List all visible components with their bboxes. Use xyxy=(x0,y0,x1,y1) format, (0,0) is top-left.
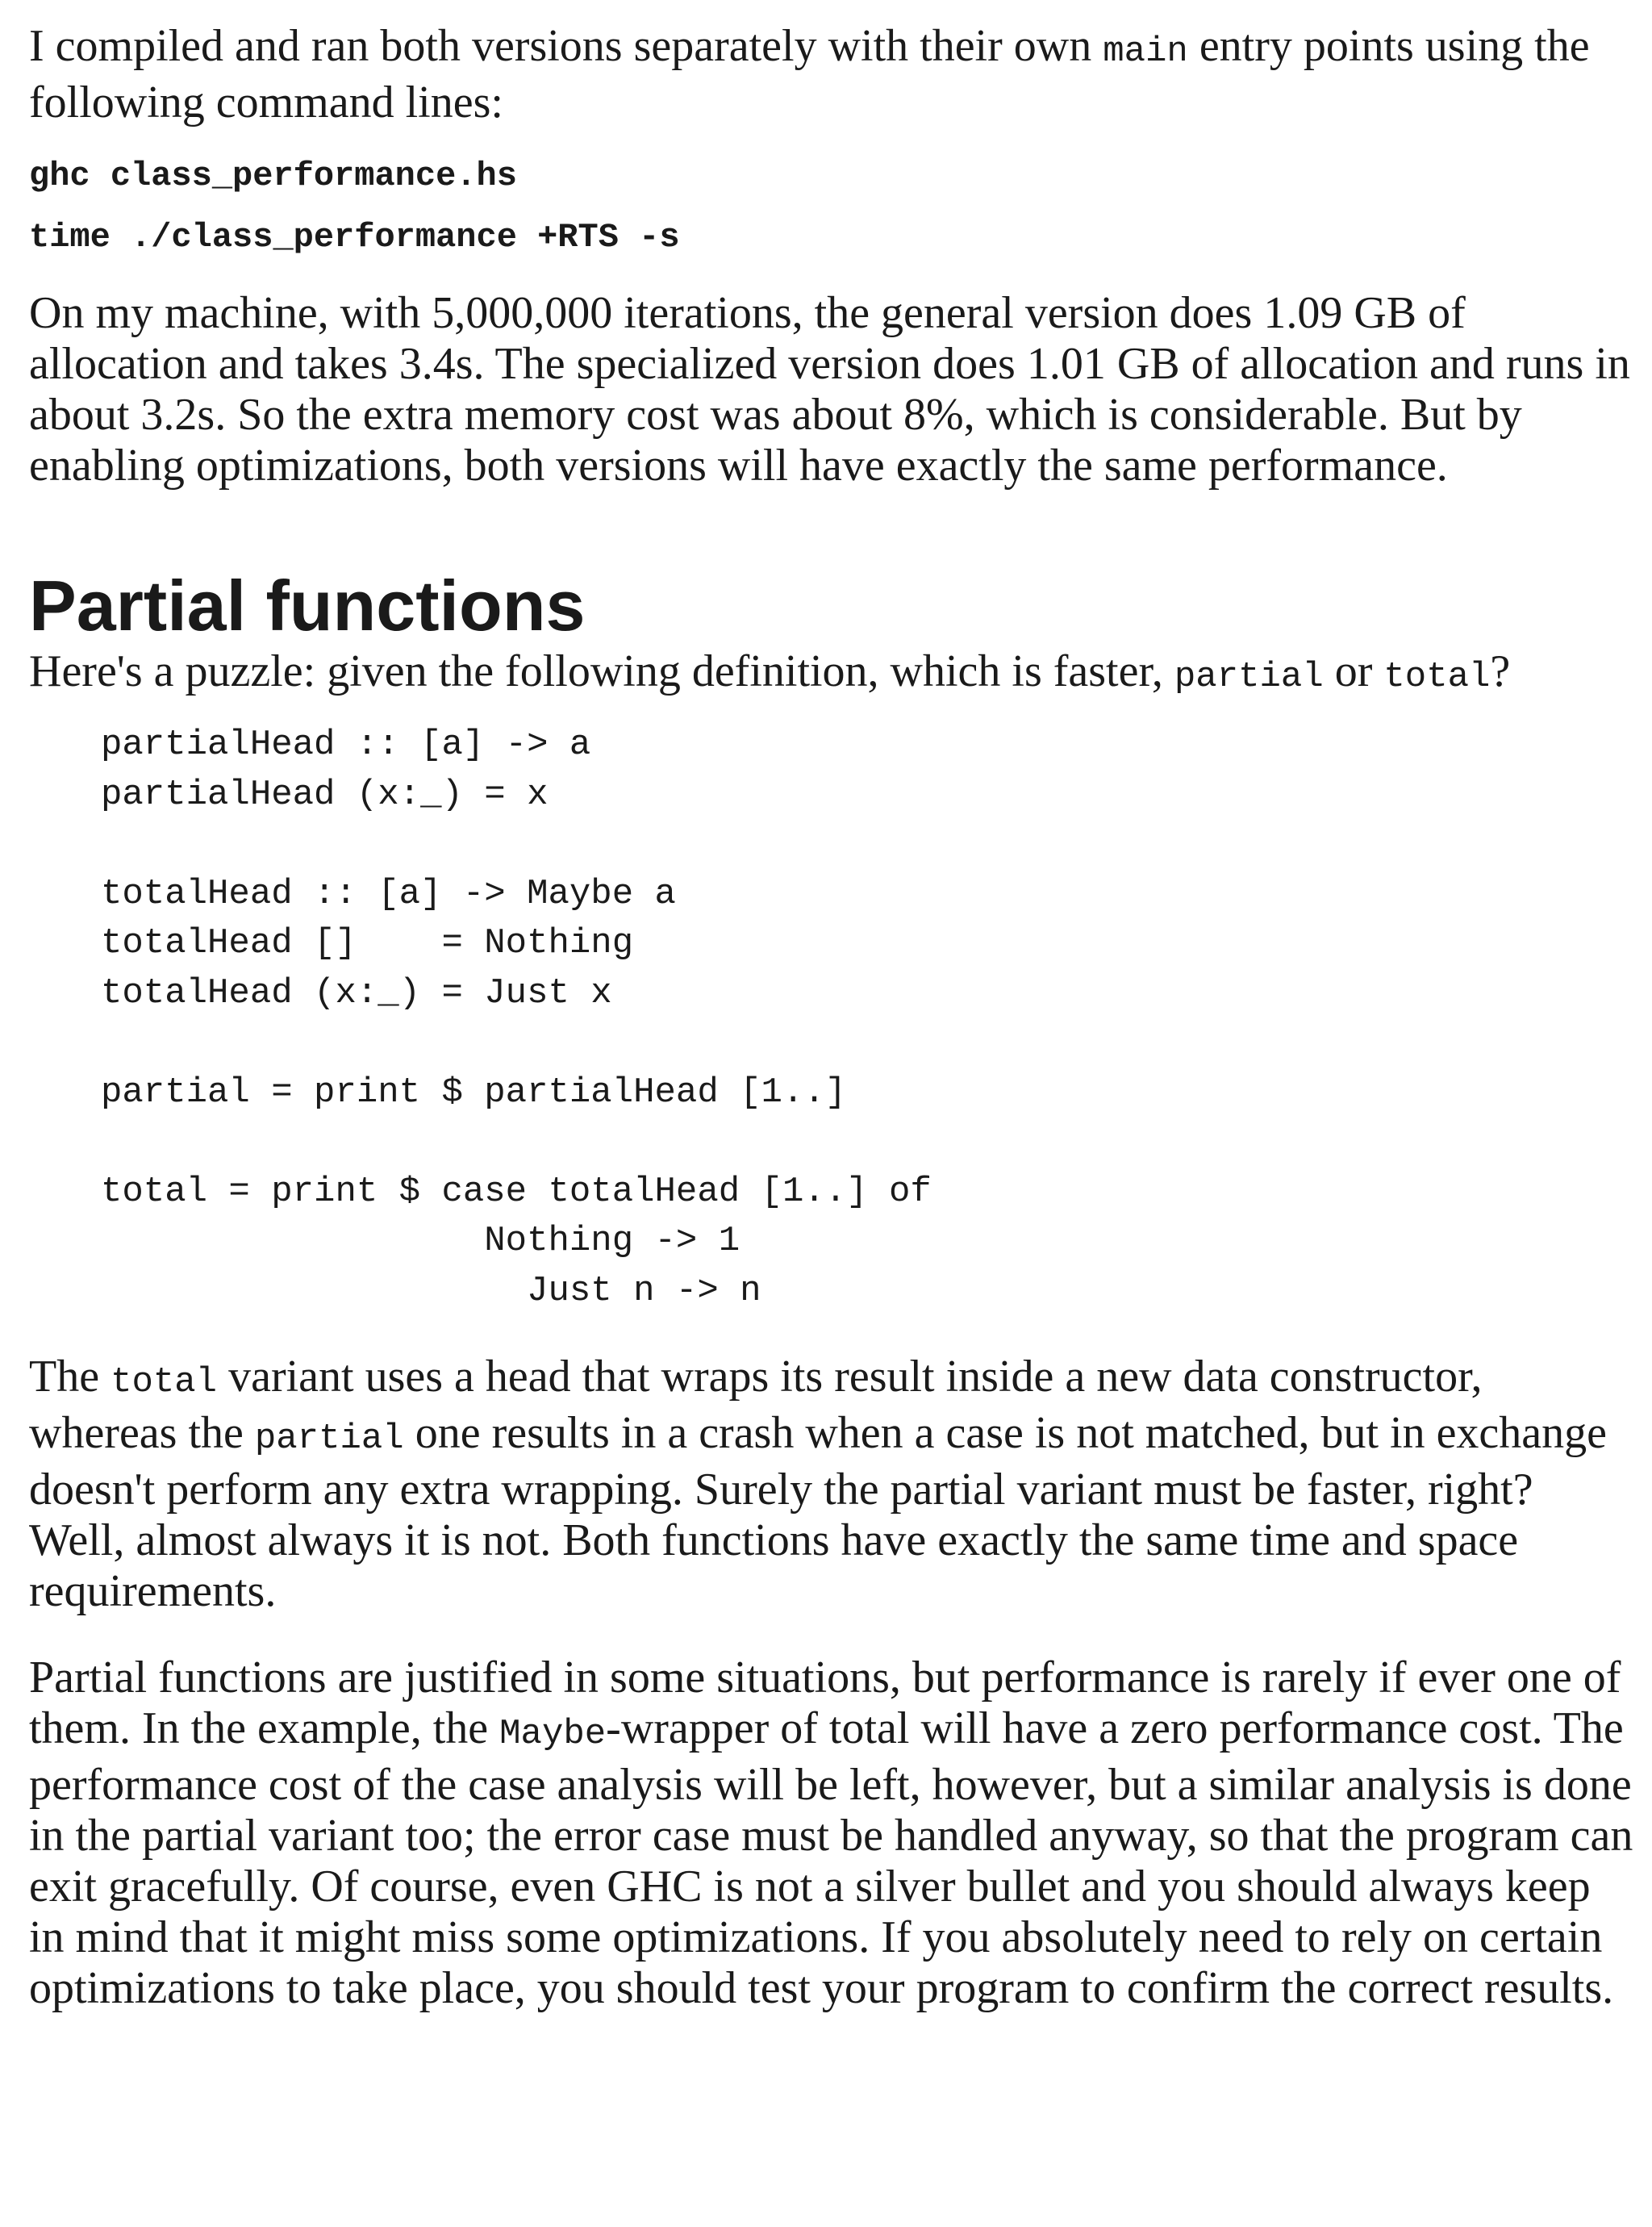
code-line xyxy=(101,1118,1634,1168)
total-text-1: The xyxy=(29,1352,111,1402)
code-line: totalHead :: [a] -> Maybe a xyxy=(101,873,676,914)
code-line: partialHead :: [a] -> a xyxy=(101,725,591,765)
puzzle-text-3: ? xyxy=(1490,646,1511,696)
total-text-3: one results in a crash when a case is not matched, but in exchange doesn't perform any extra wrapping. Surely the partial variant must be faster, right? Well, almost always it is not. Both functions have exactly the same time and space requirements. xyxy=(29,1408,1607,1616)
code-line: totalHead (x:_) = Just x xyxy=(101,972,612,1013)
results-paragraph: On my machine, with 5,000,000 iterations, the general version does 1.09 GB of allocation and takes 3.4s. The specialized version does 1.01 GB of allocation and runs in about 3.2s. So the extra memory cost was about 8%, which is considerable. But by enabling optimizations, both versions will have exactly the same performance. xyxy=(29,288,1630,491)
intro-text-2: entry points using the following command lines: xyxy=(29,21,1590,127)
inline-code-maybe: Maybe xyxy=(499,1714,607,1754)
intro-text-1: I compiled and ran both versions separately with their own xyxy=(29,21,1103,71)
inline-code-partial-2: partial xyxy=(254,1419,404,1459)
code-line: partial = print $ partialHead [1..] xyxy=(101,1072,847,1113)
intro-paragraph xyxy=(29,21,1634,128)
final-text-2: -wrapper of total will have a zero performance cost. The performance cost of the case analysis will be left, however, but a similar analysis is done in the partial variant too; the error case must be handled anyway, so that the program can exit gracefully. Of course, even GHC is not a silver bullet and you should always keep in mind that it might miss some optimizations. If you absolutely need to rely on certain optimizations to take place, you should test your program to confirm the correct results. xyxy=(29,1703,1633,2013)
inline-code-partial: partial xyxy=(1174,657,1324,697)
code-line: Nothing -> 1 xyxy=(101,1221,740,1261)
section-heading: Partial functions xyxy=(29,566,586,646)
command-line-compile: ghc class_performance.hs xyxy=(29,157,517,195)
final-text-1: Partial functions are justified in some situations, but performance is rarely if ever one of them. In the example, the xyxy=(29,1652,1621,1753)
inline-code-total-2: total xyxy=(111,1362,218,1402)
puzzle-text-1: Here's a puzzle: given the following definition, which is faster, xyxy=(29,646,1174,696)
total-variant-paragraph xyxy=(29,1352,1634,1617)
command-line-run: time ./class_performance +RTS -s xyxy=(29,218,680,257)
code-line xyxy=(101,1018,1634,1068)
code-line: Just n -> n xyxy=(101,1270,761,1311)
total-text-2: variant uses a head that wraps its result inside a new data constructor, whereas the xyxy=(29,1352,1483,1458)
document-page xyxy=(29,21,1634,2014)
code-block xyxy=(101,721,1634,1316)
code-line: total = print $ case totalHead [1..] of xyxy=(101,1171,932,1212)
puzzle-paragraph xyxy=(29,646,1634,703)
code-line: totalHead [] = Nothing xyxy=(101,923,634,963)
puzzle-text-2: or xyxy=(1323,646,1384,696)
conclusion-paragraph xyxy=(29,1652,1634,2014)
code-line xyxy=(101,820,1634,870)
inline-code-total: total xyxy=(1383,657,1491,697)
code-line: partialHead (x:_) = x xyxy=(101,774,549,815)
inline-code-main: main xyxy=(1103,31,1188,72)
